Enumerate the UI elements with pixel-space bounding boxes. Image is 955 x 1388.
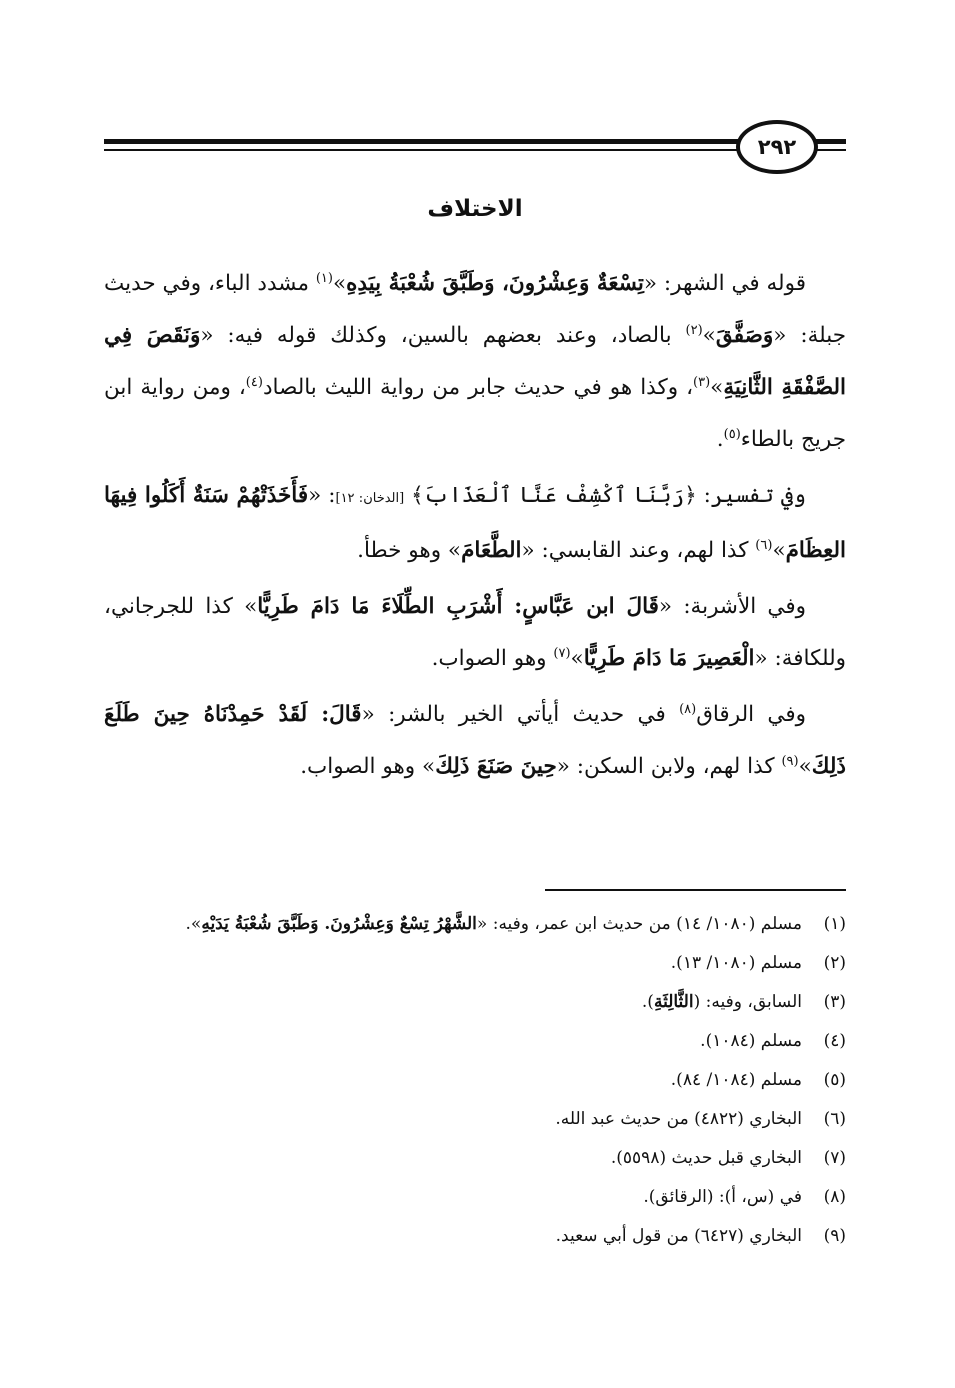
hadith-quote: فَأَخَذَتْهُمْ سَنَةٌ أَكَلُوا فِيهَا العِظَامَ xyxy=(104,483,846,563)
footnote-text xyxy=(104,983,802,1022)
footnote-text: مسلم (١٠٨٤). xyxy=(700,1031,802,1051)
paragraph-3 xyxy=(104,581,846,685)
text: بالصاد، وعند بعضهم بالسين، وكذلك قوله فيه: « xyxy=(200,323,686,348)
text: وهو الصواب. xyxy=(431,646,554,671)
footnote-number: (٢) xyxy=(823,953,846,973)
footnote-number: (٧) xyxy=(823,1148,846,1168)
text: » وهو الصواب. xyxy=(300,754,436,779)
paragraph-2 xyxy=(104,470,846,577)
text: ». xyxy=(185,914,202,934)
footnote-number: (٦) xyxy=(823,1109,846,1129)
footnote-ref: (٩) xyxy=(781,753,799,769)
footnotes xyxy=(104,905,846,1256)
footnote-4 xyxy=(104,1022,846,1061)
hadith-quote: وَصَفَّقَ xyxy=(715,323,774,348)
text: كذا لهم، وعند القابسي: « xyxy=(521,538,756,563)
footnote-text: مسلم (١٠٨٠/ ١٣). xyxy=(670,953,802,973)
text: » xyxy=(702,323,716,348)
footnote-3 xyxy=(104,983,846,1022)
text: . xyxy=(716,427,724,452)
variant-word: الثَّالِثَةِ xyxy=(653,992,694,1012)
footnote-ref: (٤) xyxy=(245,374,263,390)
text: السابق، وفيه: ( xyxy=(693,992,802,1012)
text: » xyxy=(798,754,812,779)
footnote-number: (٩) xyxy=(823,1226,846,1246)
footnote-number: (٥) xyxy=(823,1070,846,1090)
text: وفي الأشربة: « xyxy=(658,594,807,619)
hadith-quote: وَنَقَصَ فِي الصَّفْقَةِ الثَّانِيَةِ xyxy=(104,323,846,400)
footnote-ref: (٣) xyxy=(693,374,711,390)
footnote-separator xyxy=(545,889,846,891)
text: مشدد الباء، وفي حديث جبلة: « xyxy=(104,271,847,348)
text: في حديث أيأتي الخير بالشر: « xyxy=(361,702,680,727)
footnote-text: في (س، أ): (الرقائق). xyxy=(643,1187,802,1207)
footnote-6 xyxy=(104,1100,846,1139)
hadith-quote: الطَّعَامَ xyxy=(461,538,522,563)
hadith-quote: قَالَ: لَقَدْ حَمِدْنَاهُ حِينَ طَلَعَ ذَلِكَ xyxy=(104,702,846,779)
hadith-quote: الشَّهْرُ تِسْعٌ وَعِشْرُونَ. وَطَبَّقَ شُعْبَةُ يَدَيْهِ xyxy=(201,914,477,934)
footnote-number: (٣) xyxy=(823,992,846,1012)
footnote-ref: (٧) xyxy=(553,645,571,661)
text: : « xyxy=(308,483,336,508)
paragraph-1 xyxy=(104,258,846,466)
text: كذا لهم، ولابن السكن: « xyxy=(556,754,782,779)
footnote-ref: (٥) xyxy=(723,426,741,442)
text: » xyxy=(772,538,786,563)
header-rule-thin xyxy=(104,149,846,151)
footnote-2 xyxy=(104,944,846,983)
page-number: ٢٩٢ xyxy=(736,120,818,174)
text: » كذا للجرجاني، وللكافة: « xyxy=(104,594,846,671)
text: وفي الرقاق xyxy=(696,702,806,727)
footnote-ref: (٨) xyxy=(679,701,697,717)
footnote-text: البخاري قبل حديث (٥٥٩٨). xyxy=(610,1148,802,1168)
text: » xyxy=(332,271,347,296)
hadith-quote: حِينَ صَنَعَ ذَلِكَ xyxy=(435,754,557,779)
paragraph-4 xyxy=(104,689,846,793)
footnote-ref: (١) xyxy=(315,270,333,286)
body-text xyxy=(104,258,846,797)
text: » xyxy=(710,375,724,400)
header-rule-thick xyxy=(104,139,846,144)
footnote-9 xyxy=(104,1217,846,1256)
footnote-7 xyxy=(104,1139,846,1178)
hadith-quote: تِسْعَةٌ وَعِشْرُونَ، وَطَبَّقَ شُعْبَةُ بِيَدِهِ xyxy=(346,271,644,296)
footnote-text xyxy=(104,905,802,944)
footnote-5 xyxy=(104,1061,846,1100)
footnote-text: مسلم (١٠٨٤/ ٨٤). xyxy=(670,1070,802,1090)
text: » xyxy=(570,646,584,671)
footnote-number: (١) xyxy=(823,914,846,934)
footnote-number: (٨) xyxy=(823,1187,846,1207)
text: ﴾ xyxy=(404,483,424,508)
footnote-number: (٤) xyxy=(823,1031,846,1051)
footnote-ref: (٢) xyxy=(685,322,703,338)
footnote-text: البخاري (٤٨٢٢) من حديث عبد الله. xyxy=(555,1109,802,1129)
text: ، وكذا هو في حديث جابر من رواية الليث بالصاد xyxy=(262,375,694,400)
verse-reference: [الدخان: ١٢] xyxy=(335,491,405,506)
text: ). xyxy=(641,992,654,1012)
section-heading: الاختلاف xyxy=(427,196,523,222)
quran-verse: رَبَّنَا ٱكْشِفْ عَنَّا ٱلْعَذَابَ xyxy=(423,483,685,508)
footnote-8 xyxy=(104,1178,846,1217)
text: مسلم (١٠٨٠/ ١٤) من حديث ابن عمر، وفيه: « xyxy=(476,914,802,934)
text: قوله في الشهر: « xyxy=(643,271,806,296)
text: وفي تفسير: ﴿ xyxy=(684,483,807,508)
hadith-quote: قَالَ ابن عَبَّاسٍ: أَشْرَبِ الطِّلَاءَ مَا دَامَ طَرِيًّا xyxy=(257,594,659,619)
text: » وهو خطأ. xyxy=(357,538,462,563)
footnote-ref: (٦) xyxy=(755,537,773,553)
footnote-1 xyxy=(104,905,846,944)
footnote-text: البخاري (٦٤٢٧) من قول أبي سعيد. xyxy=(555,1226,802,1246)
text: ، ومن رواية ابن جريج بالطاء xyxy=(104,375,846,452)
hadith-quote: الْعَصِيرَ مَا دَامَ طَرِيًّا xyxy=(583,646,755,671)
